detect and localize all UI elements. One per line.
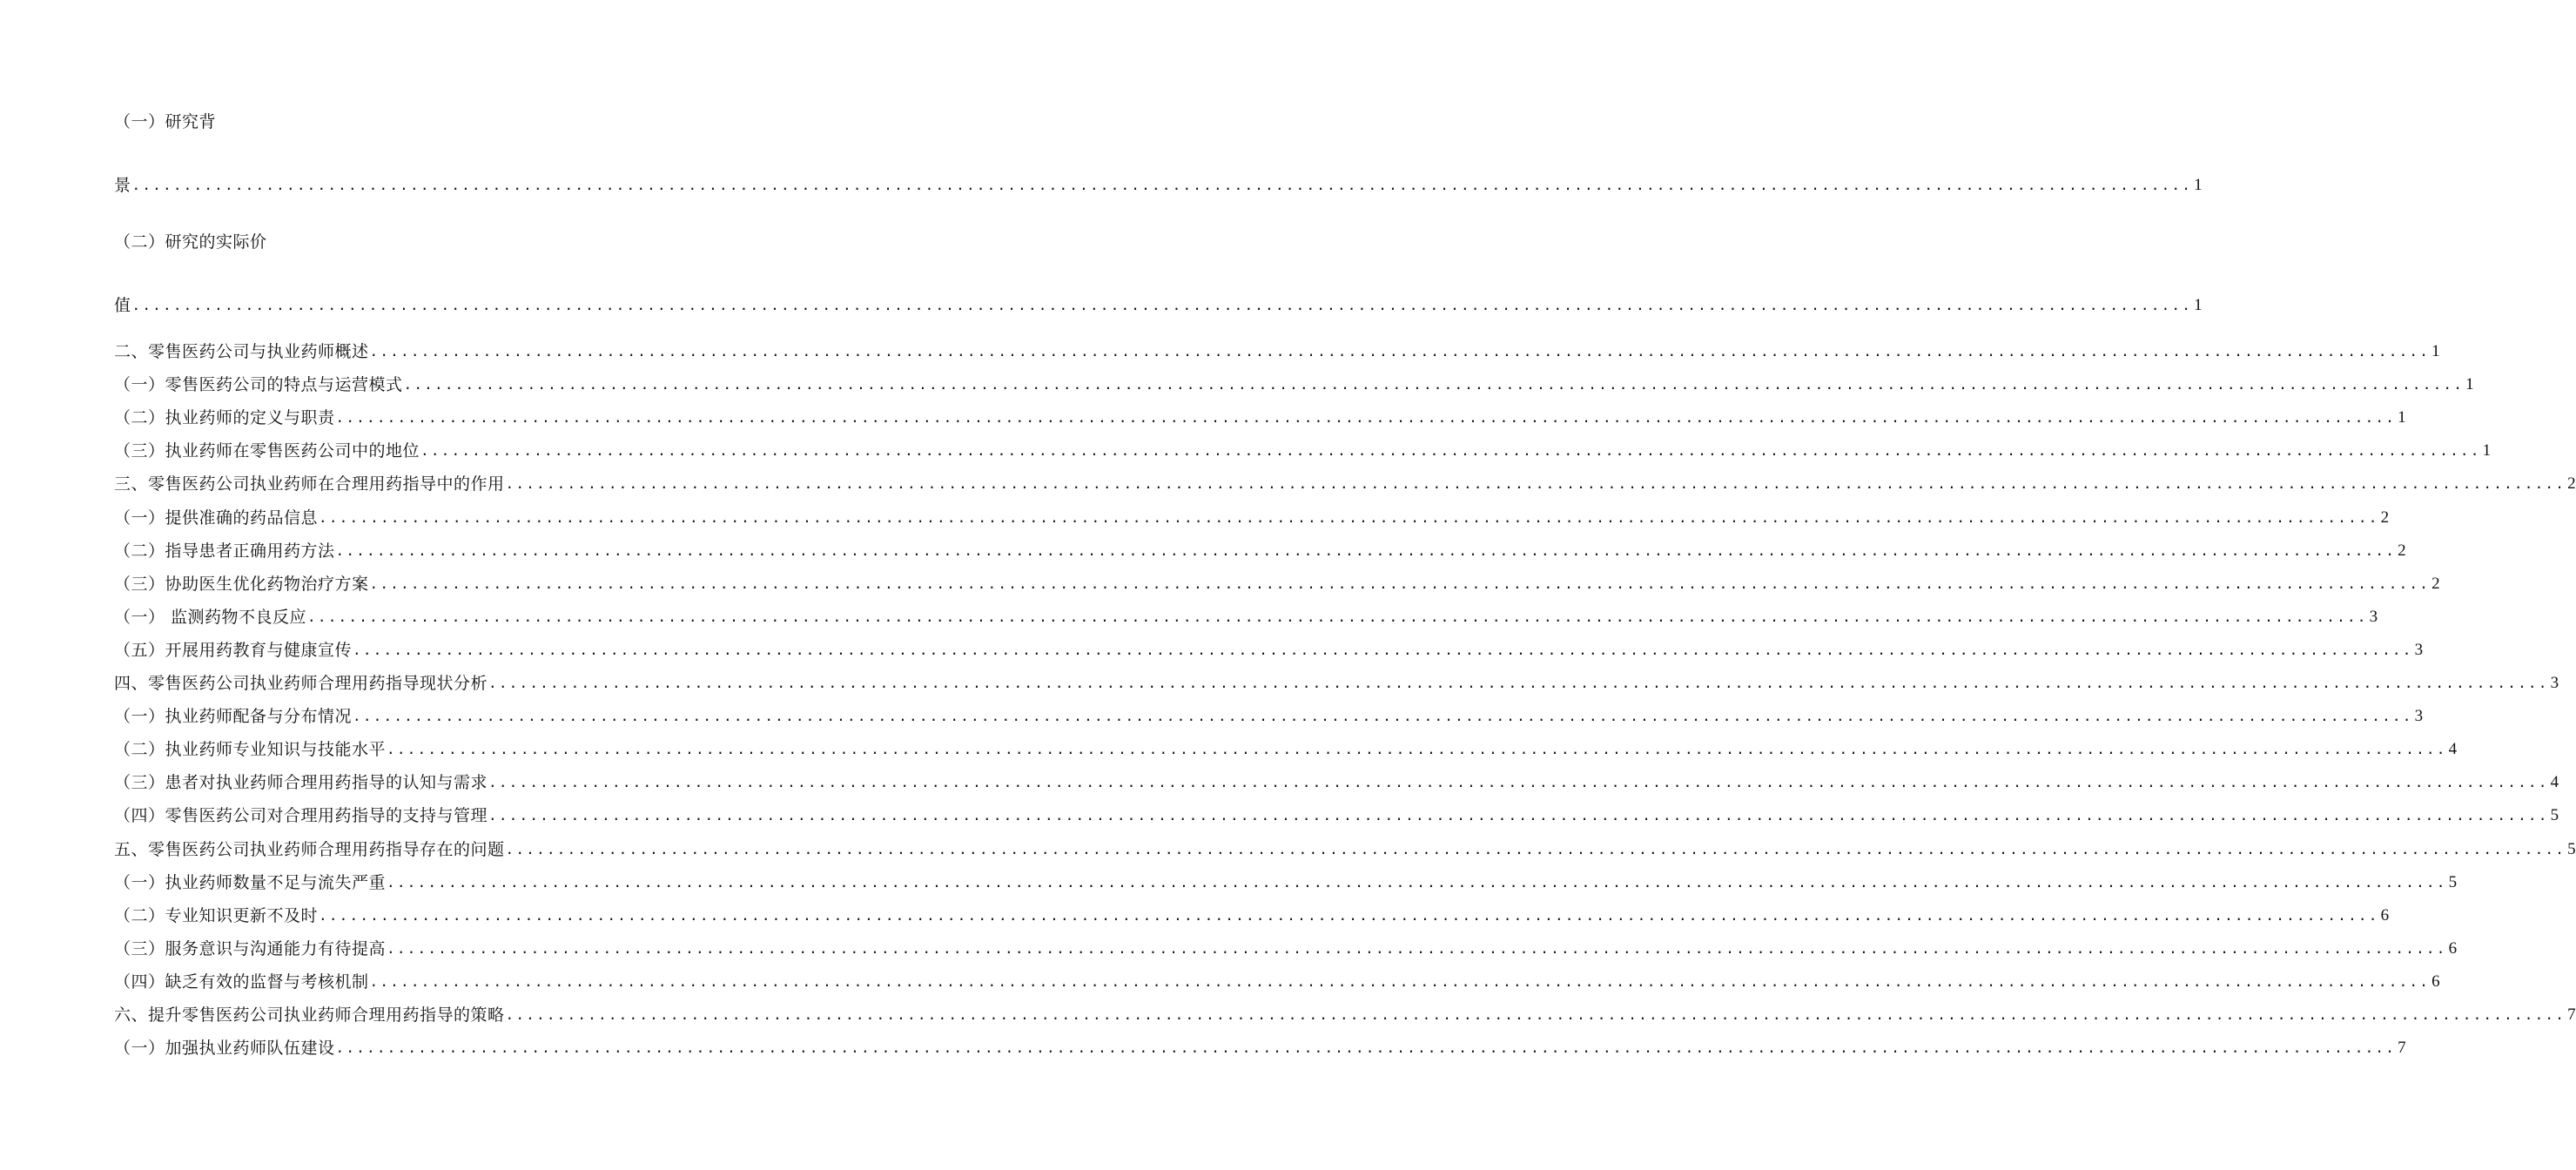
toc-entry-title: 三、零售医药公司执业药师在合理用药指导中的作用 [114, 474, 505, 494]
toc-entry-title: 四、零售医药公司执业药师合理用药指导现状分析 [114, 674, 488, 693]
toc-entry [114, 572, 2440, 596]
leader-dots: ........................................................................................................................................................................................................ [488, 807, 2549, 824]
toc-page-number: 5 [2550, 806, 2559, 825]
toc-page-number: 1 [2194, 176, 2203, 194]
toc-page-number: 3 [2550, 674, 2559, 692]
toc-entry-title: 二、零售医药公司与执业药师概述 [114, 342, 369, 361]
toc-entry-title: （三）执业药师在零售医药公司中的地位 [114, 441, 420, 461]
leader-dots: ........................................................................................................................................................................................................ [335, 409, 2397, 427]
leader-dots: ........................................................................................................................................................................................................ [387, 873, 2447, 891]
toc-entry-title: （一）加强执业药师队伍建设 [114, 1039, 335, 1059]
leader-dots: ........................................................................................................................................................................................................ [131, 177, 2193, 193]
toc-entry-research-background-line1 [114, 110, 216, 134]
toc-entry-practical-value-line1 [114, 230, 267, 254]
toc-entry [114, 638, 2424, 662]
toc-entry [114, 937, 2458, 961]
toc-page-number: 7 [2567, 1005, 2576, 1024]
toc-entry [114, 506, 2390, 530]
toc-entry [114, 804, 2559, 828]
toc-entry [114, 871, 2458, 895]
toc-page-number: 1 [2431, 342, 2440, 360]
leader-dots: ........................................................................................................................................................................................................ [307, 608, 2368, 625]
toc-entry-title: （四）缺乏有效的监督与考核机制 [114, 972, 369, 992]
leader-dots: ........................................................................................................................................................................................................ [335, 1039, 2397, 1057]
leader-dots: ........................................................................................................................................................................................................ [488, 675, 2549, 691]
toc-entry [114, 472, 2576, 496]
leader-dots: ........................................................................................................................................................................................................ [131, 297, 2193, 313]
toc-entry [114, 605, 2378, 629]
toc-entry-title: 景 [114, 176, 131, 195]
toc-entry-title: （三）协助医生优化药物治疗方案 [114, 574, 369, 594]
toc-entry [114, 1003, 2576, 1027]
toc-entry-title: （二）执业药师专业知识与技能水平 [114, 740, 387, 760]
toc-page-number: 3 [2414, 640, 2424, 659]
toc-entry [114, 340, 2440, 364]
toc-page-number: 5 [2567, 839, 2576, 858]
toc-entry [114, 406, 2406, 430]
leader-dots: ........................................................................................................................................................................................................ [505, 475, 2566, 493]
toc-entry-title: （二）研究的实际价 [114, 232, 267, 252]
toc-page-number: 2 [2431, 574, 2440, 593]
toc-entry-title: （二）执业药师的定义与职责 [114, 408, 335, 428]
toc-page-number: 6 [2431, 972, 2440, 991]
toc-entry [114, 539, 2406, 563]
leader-dots: ........................................................................................................................................................................................................ [319, 508, 2379, 526]
toc-entry-practical-value-line2 [114, 293, 2203, 318]
toc-entry-title: （四）零售医药公司对合理用药指导的支持与管理 [114, 806, 488, 826]
leader-dots: ........................................................................................................................................................................................................ [369, 575, 2431, 592]
leader-dots: ........................................................................................................................................................................................................ [505, 840, 2566, 857]
toc-entry-title: 六、提升零售医药公司执业药师合理用药指导的策略 [114, 1005, 505, 1025]
toc-entry-title: （一）研究背 [114, 112, 217, 131]
toc-entry-title: （三）服务意识与沟通能力有待提高 [114, 938, 387, 958]
toc-entry-research-background-line2 [114, 173, 2203, 198]
toc-entry-title: （一）提供准确的药品信息 [114, 508, 319, 528]
toc-entry [114, 1036, 2406, 1060]
leader-dots: ........................................................................................................................................................................................................ [353, 641, 2413, 658]
toc-page-number: 5 [2448, 872, 2458, 891]
toc-entry [114, 704, 2424, 729]
leader-dots: ........................................................................................................................................................................................................ [319, 906, 2379, 924]
toc-entry-title: （一）执业药师配备与分布情况 [114, 707, 353, 727]
toc-entry [114, 737, 2458, 762]
toc-page-number: 1 [2398, 408, 2406, 427]
toc-entry-title: （一） 监测药物不良反应 [114, 607, 307, 627]
toc-entry [114, 373, 2474, 397]
toc-page-number: 2 [2567, 474, 2576, 494]
leader-dots: ........................................................................................................................................................................................................ [387, 741, 2447, 758]
toc-page-number: 1 [2194, 296, 2203, 314]
toc-page-number: 6 [2448, 938, 2458, 958]
toc-entry-title: （五）开展用药教育与健康宣传 [114, 640, 353, 660]
leader-dots: ........................................................................................................................................................................................................ [488, 774, 2549, 791]
toc-entry-title: （三）患者对执业药师合理用药指导的认知与需求 [114, 773, 488, 793]
toc-entry-title: 值 [114, 296, 131, 315]
leader-dots: ........................................................................................................................................................................................................ [369, 972, 2431, 990]
toc-entry [114, 671, 2559, 696]
leader-dots: ........................................................................................................................................................................................................ [387, 939, 2447, 957]
toc-page-number: 3 [2414, 707, 2424, 726]
toc-page-number: 4 [2448, 740, 2458, 759]
toc-page-number: 1 [2465, 375, 2474, 394]
toc-entry [114, 904, 2390, 928]
toc-page-number: 4 [2550, 773, 2559, 792]
toc-entry-title: （二）指导患者正确用药方法 [114, 541, 335, 561]
toc-page-number: 3 [2369, 607, 2378, 626]
leader-dots: ........................................................................................................................................................................................................ [353, 708, 2413, 725]
toc-page-number: 2 [2398, 541, 2406, 560]
toc-entry [114, 439, 2492, 463]
toc-page-number: 6 [2380, 905, 2390, 925]
toc-entry-title: （一）零售医药公司的特点与运营模式 [114, 375, 403, 395]
toc-page-number: 7 [2398, 1039, 2406, 1058]
toc-entry-title: （一）执业药师数量不足与流失严重 [114, 872, 387, 892]
toc-page-number: 1 [2482, 441, 2492, 461]
toc-entry [114, 770, 2559, 795]
toc-entry [114, 837, 2576, 862]
leader-dots: ........................................................................................................................................................................................................ [369, 343, 2431, 360]
toc-entry-title: 五、零售医药公司执业药师合理用药指导存在的问题 [114, 839, 505, 859]
toc-entry-title: （二）专业知识更新不及时 [114, 905, 319, 925]
leader-dots: ........................................................................................................................................................................................................ [505, 1006, 2566, 1023]
toc-page-number: 2 [2380, 508, 2390, 527]
toc-entry [114, 970, 2440, 994]
leader-dots: ........................................................................................................................................................................................................ [335, 541, 2397, 559]
leader-dots: ........................................................................................................................................................................................................ [420, 442, 2481, 460]
leader-dots: ........................................................................................................................................................................................................ [403, 376, 2465, 393]
